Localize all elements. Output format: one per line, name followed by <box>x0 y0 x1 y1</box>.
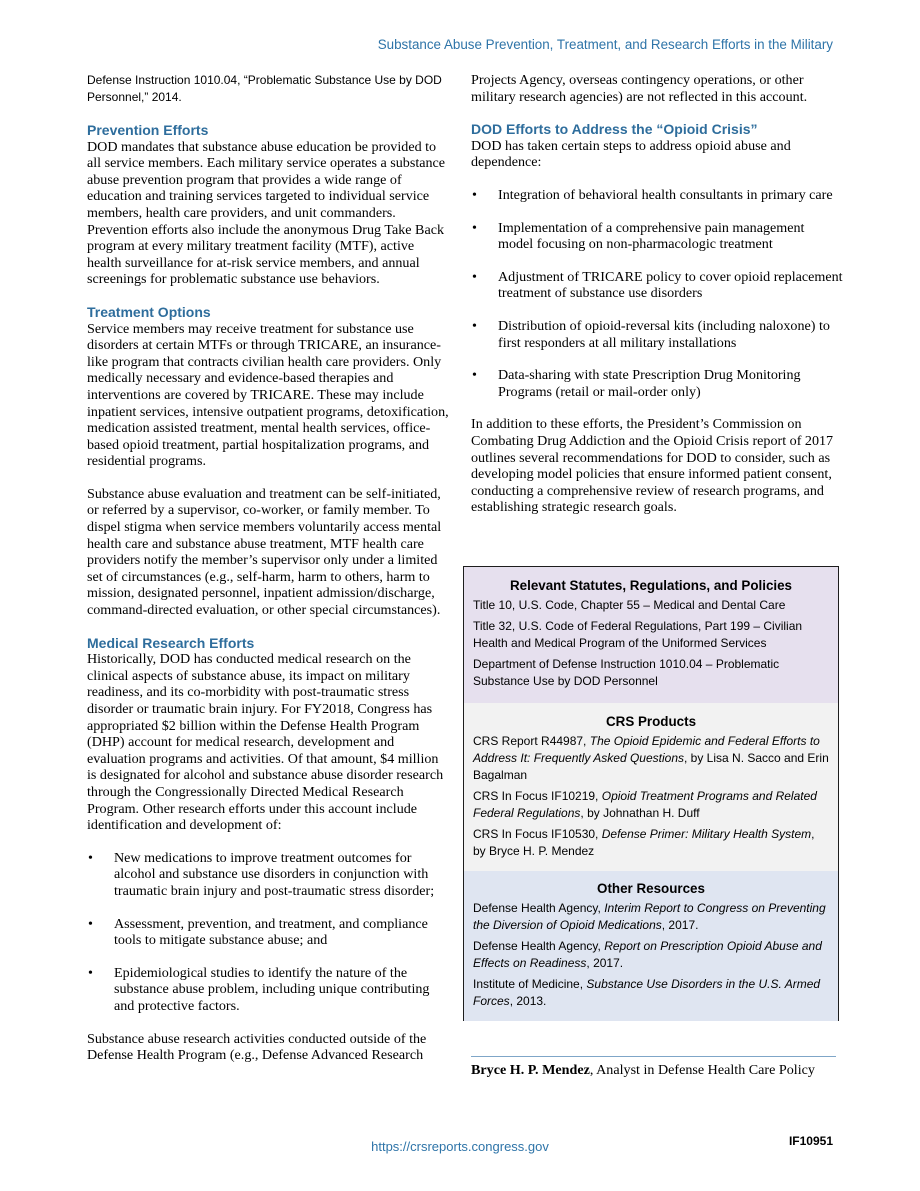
author-title: , Analyst in Defense Health Care Policy <box>589 1062 815 1078</box>
other-resource-item: Defense Health Agency, Report on Prescription Opioid Abuse and Effects on Readiness, 2017. <box>473 939 822 970</box>
document-id: IF10951 <box>788 1134 833 1148</box>
crs-products-section <box>464 703 838 871</box>
prevention-heading: Prevention Efforts <box>87 122 209 138</box>
list-item: • Adjustment of TRICARE policy to cover opioid replacement treatment of substance use disorders <box>471 269 843 302</box>
opioid-heading: DOD Efforts to Address the “Opioid Crisis” <box>471 121 758 138</box>
statutes-section <box>464 567 838 703</box>
author-name: Bryce H. P. Mendez <box>471 1062 590 1078</box>
opioid-bullet-list <box>471 187 843 400</box>
treatment-paragraph-2: Substance abuse evaluation and treatment can be self-initiated, or referred by a supervisor, co-worker, or family member. To dispel stigma when service members voluntarily access mental health care and substance abuse treatment, MTF health care providers notify the member’s supervisor only under a limited set of circumstances (e.g., self-harm, harm to others, harm to mission, designated personnel, inpatient admission/discharge, command-directed evaluation, or other special circumstances). <box>87 485 442 619</box>
other-resource-item: Defense Health Agency, Interim Report to Congress on Preventing the Diversion of Opioid Medications, 2017. <box>473 901 826 932</box>
left-column <box>87 72 451 1064</box>
list-item: • New medications to improve treatment outcomes for alcohol and substance use disorders in conjunction with traumatic brain injury and post-traumatic stress disorder; <box>87 850 451 900</box>
list-item: • Implementation of a comprehensive pain management model focusing on non-pharmacologic treatment <box>471 220 843 253</box>
research-paragraph-1: Historically, DOD has conducted medical research on the clinical aspects of substance abuse, its impact on military readiness, and its co-morbidity with post-traumatic stress disorder or traumatic brain injury. For FY2018, Congress has appropriated $2 billion within the Defense Health Program (DHP) account for medical research, development and evaluation programs and activities. Of that amount, $4 million is designated for alcohol and substance abuse disorder research through the Congressionally Directed Medical Research Program. Other research efforts under this account include identification and development of: <box>87 651 444 834</box>
statute-item: Title 10, U.S. Code, Chapter 55 – Medical and Dental Care <box>473 598 786 612</box>
research-bullet-list <box>87 850 451 1015</box>
resources-box <box>463 566 839 1021</box>
crs-products-title: CRS Products <box>605 714 697 729</box>
statute-item: Title 32, U.S. Code of Federal Regulations, Part 199 – Civilian Health and Medical Program of the Uniformed Services <box>473 619 803 650</box>
list-item: • Integration of behavioral health consultants in primary care <box>471 187 843 204</box>
opioid-closing-paragraph: In addition to these efforts, the President’s Commission on Combating Drug Addiction and the Opioid Crisis report of 2017 outlines several recommendations for DOD to consider, such as developing model policies that ensure informed patient consent, conducting a comprehensive review of research programs, and establishing strategic research goals. <box>471 416 834 516</box>
other-resources-section <box>464 871 838 1021</box>
author-line <box>471 1062 836 1079</box>
list-item: • Data-sharing with state Prescription Drug Monitoring Programs (retail or mail-order only) <box>471 367 843 400</box>
list-item: • Assessment, prevention, and treatment, and compliance tools to mitigate substance abuse; and <box>87 916 451 949</box>
opioid-intro: DOD has taken certain steps to address opioid abuse and dependence: <box>471 137 791 171</box>
crs-product-item[interactable]: CRS In Focus IF10219, Opioid Treatment Programs and Related Federal Regulations, by Johnathan H. Duff <box>473 789 817 820</box>
list-item: • Distribution of opioid-reversal kits (including naloxone) to first responders at all military installations <box>471 318 843 351</box>
other-resources-title: Other Resources <box>597 881 705 896</box>
footer-url-link[interactable]: https://crsreports.congress.gov <box>371 1139 549 1154</box>
crs-product-item[interactable]: CRS Report R44987, The Opioid Epidemic and Federal Efforts to Address It: Frequently Asked Questions, by Lisa N. Sacco and Erin Bagalman <box>473 734 829 782</box>
research-heading: Medical Research Efforts <box>87 634 255 651</box>
list-item: • Epidemiological studies to identify the nature of the substance abuse problem, including unique contributing and protective factors. <box>87 965 451 1015</box>
statutes-title: Relevant Statutes, Regulations, and Policies <box>509 578 793 593</box>
other-resource-item: Institute of Medicine, Substance Use Disorders in the U.S. Armed Forces, 2013. <box>473 977 821 1008</box>
treatment-paragraph-1: Service members may receive treatment for substance use disorders at certain MTFs or through TRICARE, an insurance-like program that contracts civilian health care providers. Only medically necessary and evidence-based therapies and interventions are covered by TRICARE. These may include inpatient services, intensive outpatient programs, detoxification, medication assisted treatment, mental health services, office-based opioid treatment, partial hospitalization programs, and residential programs. <box>87 320 449 470</box>
research-paragraph-2: Substance abuse research activities conducted outside of the Defense Health Program (e.g., Defense Advanced Research <box>87 1030 427 1064</box>
crs-product-item[interactable]: CRS In Focus IF10530, Defense Primer: Military Health System, by Bryce H. P. Mendez <box>473 827 815 858</box>
author-divider <box>471 1056 836 1057</box>
statute-item: Department of Defense Instruction 1010.04 – Problematic Substance Use by DOD Personnel <box>473 657 780 688</box>
footnote-continuation: Defense Instruction 1010.04, “Problematic Substance Use by DOD Personnel,” 2014. <box>87 73 442 104</box>
treatment-heading: Treatment Options <box>87 303 211 320</box>
prevention-paragraph: DOD mandates that substance abuse education be provided to all service members. Each military service operates a substance abuse prevention program that provides a wide range of education and training services targeted to individual service members, health care providers, and unit commanders. Prevention efforts also include the anonymous Drug Take Back program at every military treatment facility (MTF), active health surveillance for at-risk service members, and annual screenings for problematic substance use behaviors. <box>87 138 446 288</box>
right-column <box>471 72 843 516</box>
running-header: Substance Abuse Prevention, Treatment, and Research Efforts in the Military <box>377 37 833 52</box>
research-paragraph-2-continued: Projects Agency, overseas contingency operations, or other military research agencies) are not reflected in this account. <box>471 72 808 105</box>
